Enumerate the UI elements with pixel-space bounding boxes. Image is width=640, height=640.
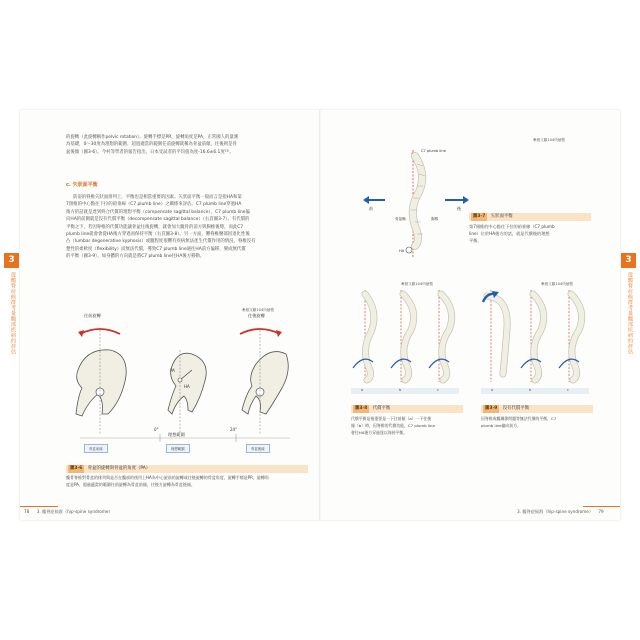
fig8-caption-bar bbox=[351, 405, 463, 413]
trunk-label: 胸椎 bbox=[431, 217, 439, 221]
panel-label-b: b bbox=[399, 388, 402, 392]
running-footer: 3. 髖脊症候群（hip-spine syndrome） bbox=[517, 509, 594, 514]
panel-label-c: c bbox=[567, 388, 569, 392]
figure-caption-title: 骨盆的旋轉與骨盆的角度（PA） bbox=[87, 466, 151, 471]
text-line: 平衡之下，若因脊椎的代償功能讓骨盆往後旋轉，就會加大髖骨的前方與胸椎後彎，而此C7 bbox=[66, 224, 244, 230]
pa-label: PA bbox=[170, 368, 175, 373]
fig7-caption-bar bbox=[469, 213, 591, 221]
caption-line: 第7頸椎的中心點往下拉的鉛垂線（C7 plumb bbox=[469, 224, 555, 229]
ha-label-7: HA bbox=[399, 249, 405, 253]
text-line: 盆後傾（圖3-6）。今村等學者的報告指出，日本受試者的平均值為度-16.6±6.1度¹³⁾。 bbox=[66, 149, 234, 155]
text-line: 為基礎，0～30度為理想的範圍，超過適當的範圍任前旋轉就稱為骨盆前傾，往後則是骨 bbox=[66, 142, 237, 148]
fig8-title: 代償平衡 bbox=[372, 406, 391, 411]
caption-line: 因脊椎或髖關節問題等無法代償的平衡，C7 bbox=[481, 416, 557, 421]
fig8-panel-strip bbox=[351, 388, 459, 394]
spine-9b bbox=[521, 290, 544, 382]
text-line: 7頸椎的中心點往下拉的鉛垂線（C7 plumb line）之關係來評估。C7 plumb line穿過HA bbox=[66, 202, 242, 208]
fig7-source-note: 參照文獻104所繪製 bbox=[533, 138, 566, 142]
fig9-caption-bar bbox=[481, 405, 593, 413]
panel-label-a: a bbox=[491, 388, 494, 392]
c7-plumb-label: C7 plumb line bbox=[421, 149, 446, 153]
pelvic-axis-label: 骨盆軸 bbox=[395, 217, 406, 221]
chapter-side-title-right: 從髖脊症候群考量髖部疾病的評估 bbox=[627, 272, 633, 355]
caption-line: 代償平衡是指重要是一下往前傾（a）一下往後 bbox=[351, 416, 432, 421]
text-line: 向HA的前側就是沒有代償平衡（decompensate sagittal balance）（右頁圖3-7）。有代償的 bbox=[66, 217, 250, 223]
text-line: 楚性的柔軟度（flexibility）而無法代償，導致C7 plumb line通往HA前方偏移，變成無代償 bbox=[66, 246, 246, 252]
right-page bbox=[321, 110, 620, 520]
panel-label-a: a bbox=[361, 388, 364, 392]
caption-line: 髖骨脊椎對骨盆的排列與是否在髖部的使用上HA為中心旋前的旋轉或往後旋轉的骨盆角度，旋轉手標是PR，旋轉角 bbox=[66, 475, 269, 480]
spine-8c bbox=[429, 290, 452, 382]
fig9-text bbox=[481, 415, 593, 429]
text-line: 後方的話就是達到終合代償的理想平衡（compensate sagittal balance），C7 plumb line偏 bbox=[66, 209, 250, 215]
caption-line: plumb line偏向前方。 bbox=[481, 423, 521, 428]
fig9-source-note: 參照文獻104所繪製 bbox=[541, 282, 574, 286]
spine-8b bbox=[391, 290, 414, 382]
text-line: 防姿的脊椎矢狀面排列上，平衡也是相當重要的因素。矢狀面平衡一般而言是指HA和第 bbox=[73, 195, 242, 200]
text-line: 的旋轉（此旋轉稱作pelvic rotation）。旋轉手標是PR，旋轉角度是PA，正常國人的量測 bbox=[66, 135, 239, 140]
box-ideal-range: 理想範圍 bbox=[166, 444, 190, 453]
running-footer: 3. 髖脊症候群（hip-spine syndrome） bbox=[36, 509, 113, 514]
fig7-text bbox=[469, 223, 599, 244]
text-line: 凸（lumbar degenerative kyphosis）或髖程度很難有疾病無法產生代償作用的情況，脊椎沒有 bbox=[66, 239, 256, 245]
text-line: 的平衡（圖3-9），如身體的方向就是將C7 plumb line往HA後方移動。 bbox=[66, 254, 205, 260]
deg-left-label: 0° bbox=[154, 427, 159, 432]
fig9-panel-strip bbox=[481, 388, 589, 394]
footer-rule bbox=[583, 506, 620, 507]
compensated-balance-figure bbox=[349, 288, 461, 388]
text-line: plumb line就會會從HA後方穿過而保持平衡（右頁圖3-8）。另一方面，難脊椎腰部因退化性後 bbox=[66, 232, 250, 238]
caption-line: 度是PA，超過適當的範圍往前旋轉為骨盆前傾，往後方旋轉為骨盆後傾。 bbox=[66, 481, 195, 487]
page-number bbox=[24, 509, 113, 515]
box-anterior-tilt: 骨盆前傾 bbox=[84, 444, 108, 453]
fig8-source-note: 參照文獻104所繪製 bbox=[401, 282, 434, 286]
anterior-rotation-label: 往前旋轉 bbox=[84, 313, 101, 318]
page-footer bbox=[517, 509, 604, 515]
decompensated-balance-figure bbox=[479, 288, 591, 388]
back-label: 後 bbox=[457, 206, 461, 211]
body-paragraph bbox=[66, 194, 306, 261]
page-number-text: 78 bbox=[24, 509, 30, 514]
spine-9c bbox=[559, 290, 582, 382]
left-page bbox=[20, 110, 320, 520]
chapter-tab-right: 3 bbox=[621, 253, 636, 268]
pelvis-ideal-illustration bbox=[168, 350, 206, 434]
fig8-text bbox=[351, 415, 463, 436]
chapter-side-title-left: 從髖脊症候群考量髖部疾病的評估 bbox=[10, 272, 16, 355]
page-number-text: 79 bbox=[598, 509, 604, 514]
spine-9a bbox=[483, 290, 507, 382]
caption-line: 會往HA後方穿過達以保持平衡。 bbox=[351, 430, 408, 435]
pelvis-rotation-figure bbox=[60, 310, 300, 450]
deg-right-label: 24° bbox=[230, 427, 238, 432]
chapter-tab-left: 3 bbox=[4, 253, 19, 268]
posterior-rotation-label: 往後旋轉 bbox=[248, 313, 265, 318]
pelvis-posterior-illustration bbox=[240, 329, 288, 434]
intro-paragraph bbox=[66, 134, 306, 156]
figure-number: 圖3-6 bbox=[70, 466, 83, 471]
panel-label-b: b bbox=[529, 388, 532, 392]
figure-caption-text bbox=[66, 475, 311, 488]
front-label: 前 bbox=[369, 206, 373, 211]
section-heading: c. 矢狀面平衡 bbox=[66, 182, 98, 188]
figure-source-note: 參照文獻104所繪製 bbox=[242, 308, 275, 312]
footer-rule bbox=[20, 506, 58, 507]
sagittal-balance-figure bbox=[361, 146, 471, 262]
fig9-number: 圖3-9 bbox=[485, 406, 498, 411]
fig8-number: 圖3-8 bbox=[355, 406, 368, 411]
fig7-title: 矢狀面平衡 bbox=[490, 214, 513, 219]
caption-line: line）位於HA後方的話，就是代償後的理想 bbox=[469, 231, 550, 236]
panel-label-c: c bbox=[437, 388, 439, 392]
ha-label: HA bbox=[184, 384, 190, 389]
spine-8a bbox=[353, 290, 374, 382]
caption-line: 傾（b）時，因脊椎的代償功能，C7 plumb line bbox=[351, 423, 435, 428]
fig7-number: 圖3-7 bbox=[473, 214, 486, 219]
ideal-range-label: 理想範圍 bbox=[168, 432, 185, 437]
pelvis-anterior-illustration bbox=[76, 329, 126, 434]
fig9-title: 沒有代償平衡 bbox=[502, 406, 530, 411]
figure-caption-bar bbox=[66, 465, 308, 473]
caption-line: 平衡。 bbox=[469, 238, 482, 243]
box-posterior-tilt: 骨盆後傾 bbox=[246, 444, 270, 453]
